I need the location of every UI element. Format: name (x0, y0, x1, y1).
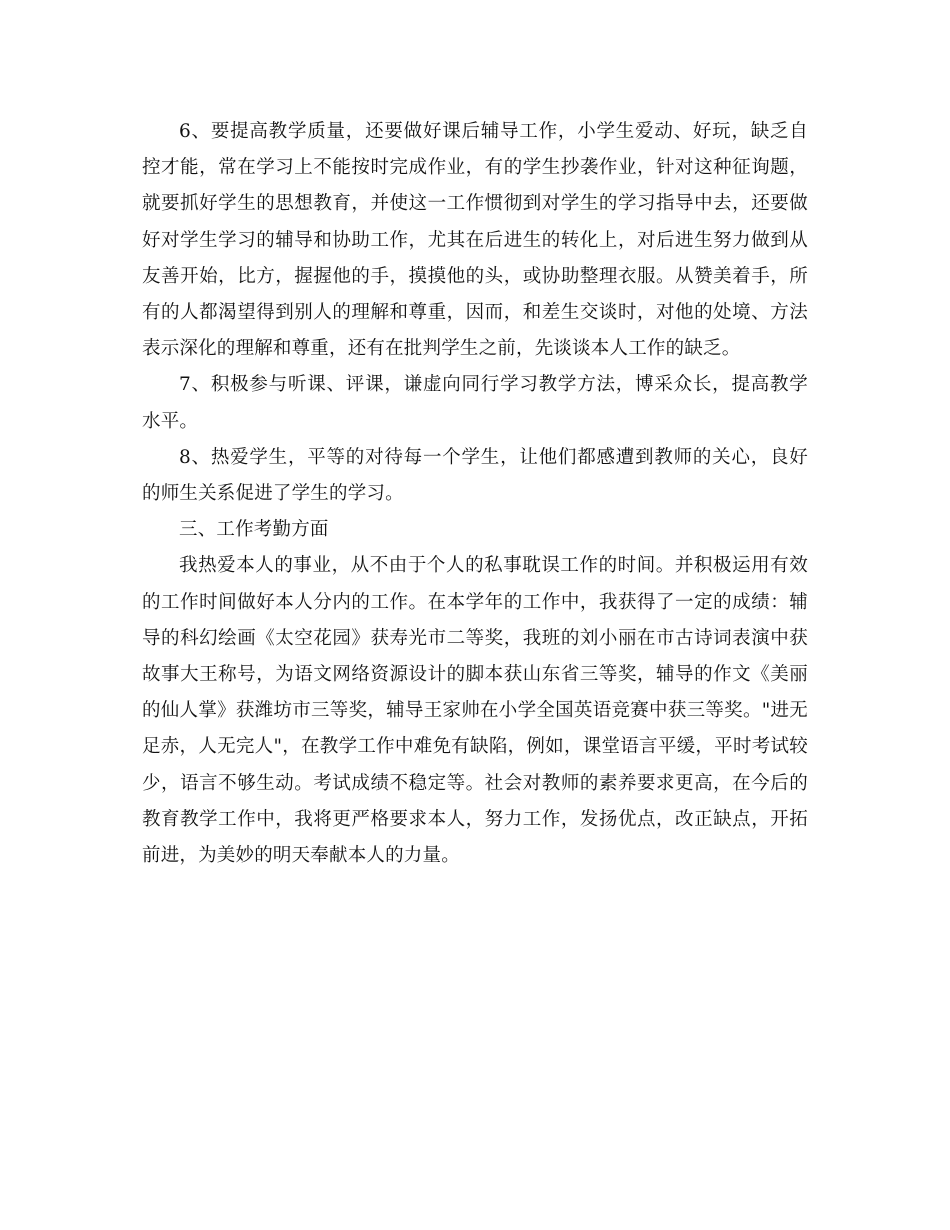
paragraph-item-7: 7、积极参与听课、评课，谦虚向同行学习教学方法，博采众长，提高教学水平。 (142, 374, 808, 432)
document-body (142, 114, 808, 874)
section-heading: 三、工作考勤方面 (179, 519, 329, 541)
closing-paragraph: 我热爱本人的事业，从不由于个人的私事耽误工作的时间。并积极运用有效的工作时间做好本人分内的工作。在本学年的工作中，我获得了一定的成绩：辅导的科幻绘画《太空花园》获寿光市二等奖，我班的刘小丽在市古诗词表演中获故事大王称号，为语文网络资源设计的脚本获山东省三等奖，辅导的作文《美丽的仙人掌》获潍坊市三等奖，辅导王家帅在小学全国英语竞赛中获三等奖。"进无足赤，人无完人"，在教学工作中难免有缺陷，例如，课堂语言平缓，平时考试较少，语言不够生动。考试成绩不稳定等。社会对教师的素养要求更高，在今后的教育教学工作中，我将更严格要求本人，努力工作，发扬优点，改正缺点，开拓前进，为美妙的明天奉献本人的力量。 (142, 555, 808, 867)
paragraph-item-6: 6、要提高教学质量，还要做好课后辅导工作，小学生爱动、好玩，缺乏自控才能，常在学习上不能按时完成作业，有的学生抄袭作业，针对这种征询题，就要抓好学生的思想教育，并使这一工作惯彻到对学生的学习指导中去，还要做好对学生学习的辅导和协助工作，尤其在后进生的转化上，对后进生努力做到从友善开始，比方，握握他的手，摸摸他的头，或协助整理衣服。从赞美着手，所有的人都渴望得到别人的理解和尊重，因而，和差生交谈时，对他的处境、方法表示深化的理解和尊重，还有在批判学生之前，先谈谈本人工作的缺乏。 (142, 121, 808, 360)
paragraph-item-8: 8、热爱学生，平等的对待每一个学生，让他们都感遭到教师的关心，良好的师生关系促进了学生的学习。 (142, 446, 808, 505)
